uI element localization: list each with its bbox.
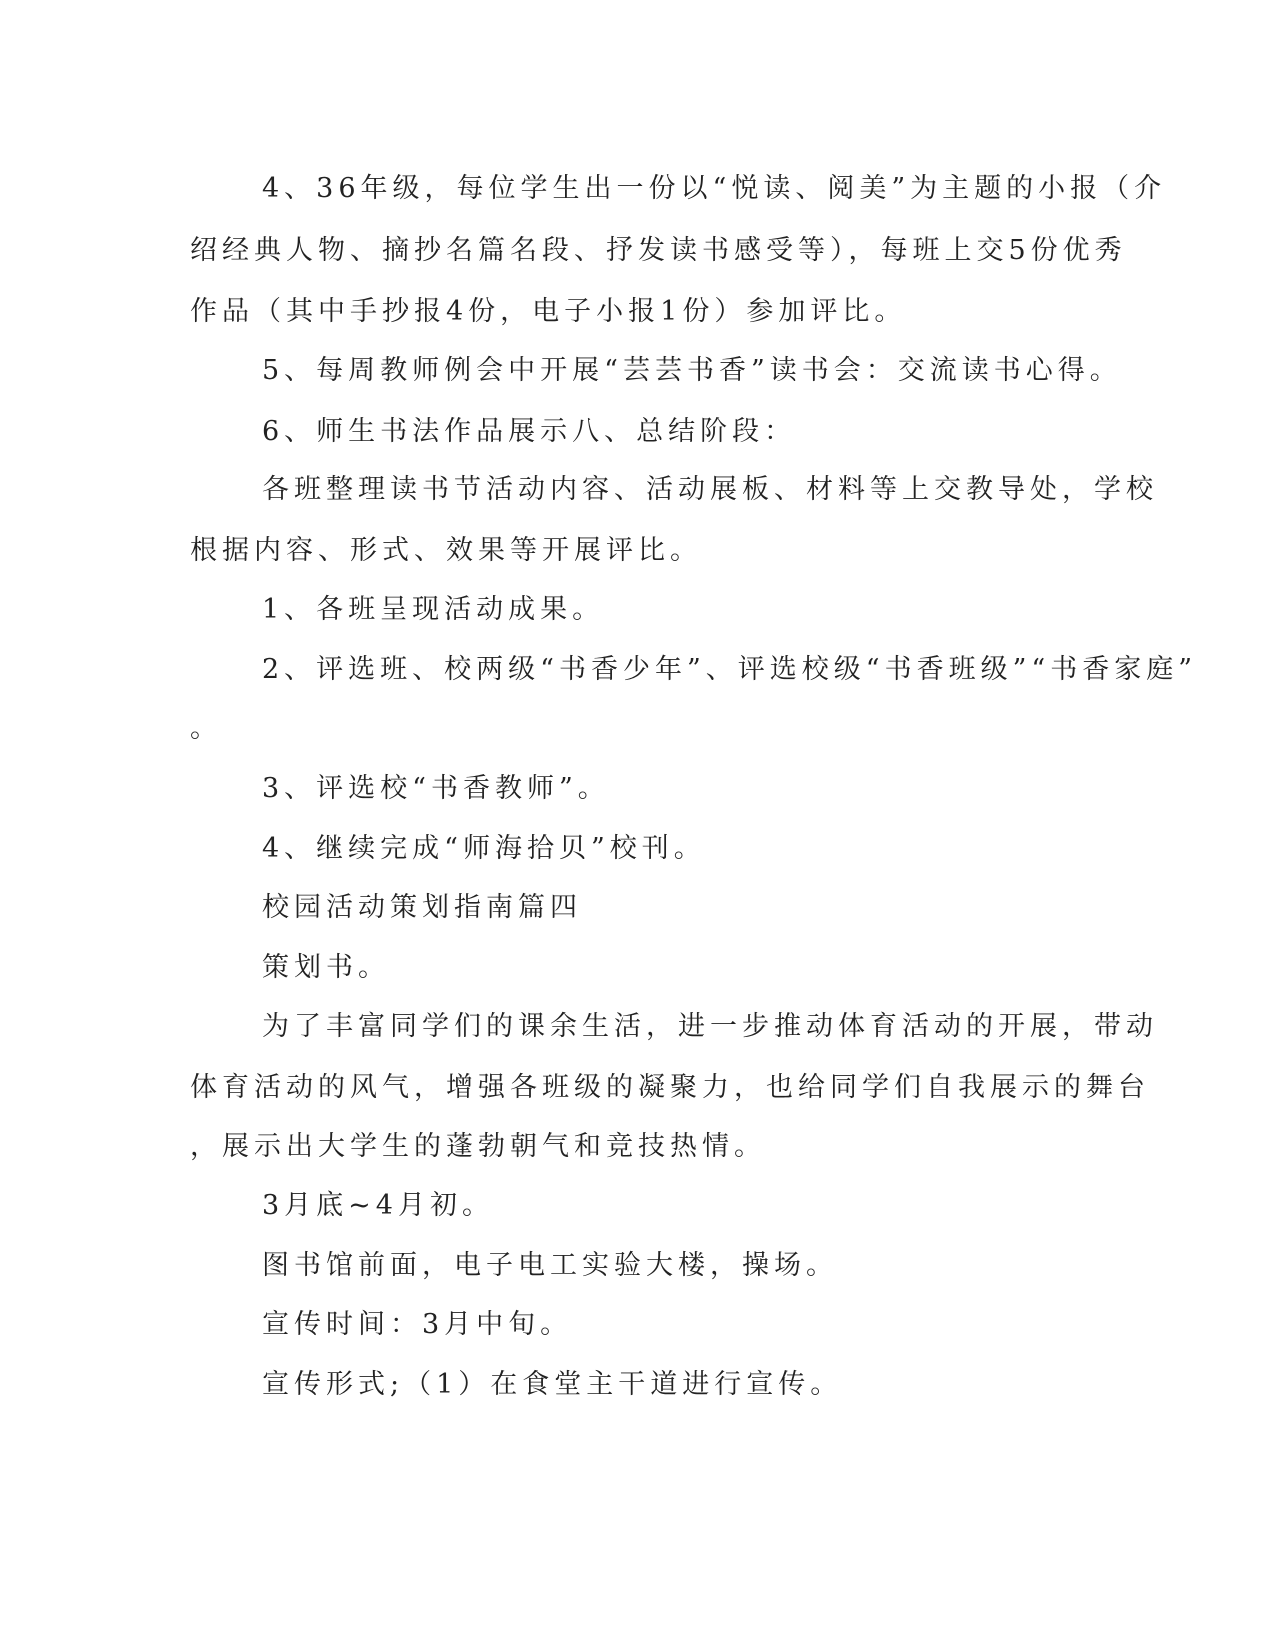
paragraph-line: 1、各班呈现活动成果。 [262,594,605,625]
paragraph-line: 宣传时间：3月中旬。 [262,1309,573,1340]
paragraph-line: 根据内容、形式、效果等开展评比。 [190,535,702,566]
paragraph-line: 3、评选校“书香教师”。 [262,773,610,804]
paragraph-line: 2、评选班、校两级“书香少年”、评选校级“书香班级”“书香家庭” [262,654,1197,685]
paragraph-line: 5、每周教师例会中开展“芸芸书香”读书会：交流读书心得。 [262,355,1122,386]
paragraph-line: 为了丰富同学们的课余生活，进一步推动体育活动的开展，带动 [262,1011,1158,1042]
paragraph-line: 策划书。 [262,952,390,983]
paragraph-line: 4、36年级，每位学生出一份以“悦读、阅美”为主题的小报（介 [262,173,1167,204]
paragraph-line: 各班整理读书节活动内容、活动展板、材料等上交教导处，学校 [262,474,1158,505]
paragraph-line: 。 [190,713,222,744]
paragraph-line: 作品（其中手抄报4份，电子小报1份）参加评比。 [190,296,907,327]
paragraph-line: 3月底~4月初。 [262,1190,494,1221]
paragraph-line: 宣传形式;（1）在食堂主干道进行宣传。 [262,1369,843,1400]
paragraph-line: 6、师生书法作品展示八、总结阶段： [262,416,797,447]
paragraph-line: 4、继续完成“师海拾贝”校刊。 [262,833,706,864]
paragraph-line: ，展示出大学生的蓬勃朝气和竞技热情。 [190,1131,766,1162]
paragraph-line: 绍经典人物、摘抄名篇名段、抒发读书感受等），每班上交5份优秀 [190,235,1127,266]
section-heading: 校园活动策划指南篇四 [262,892,582,923]
paragraph-line: 体育活动的风气，增强各班级的凝聚力，也给同学们自我展示的舞台 [190,1072,1150,1103]
paragraph-line: 图书馆前面，电子电工实验大楼，操场。 [262,1250,838,1281]
